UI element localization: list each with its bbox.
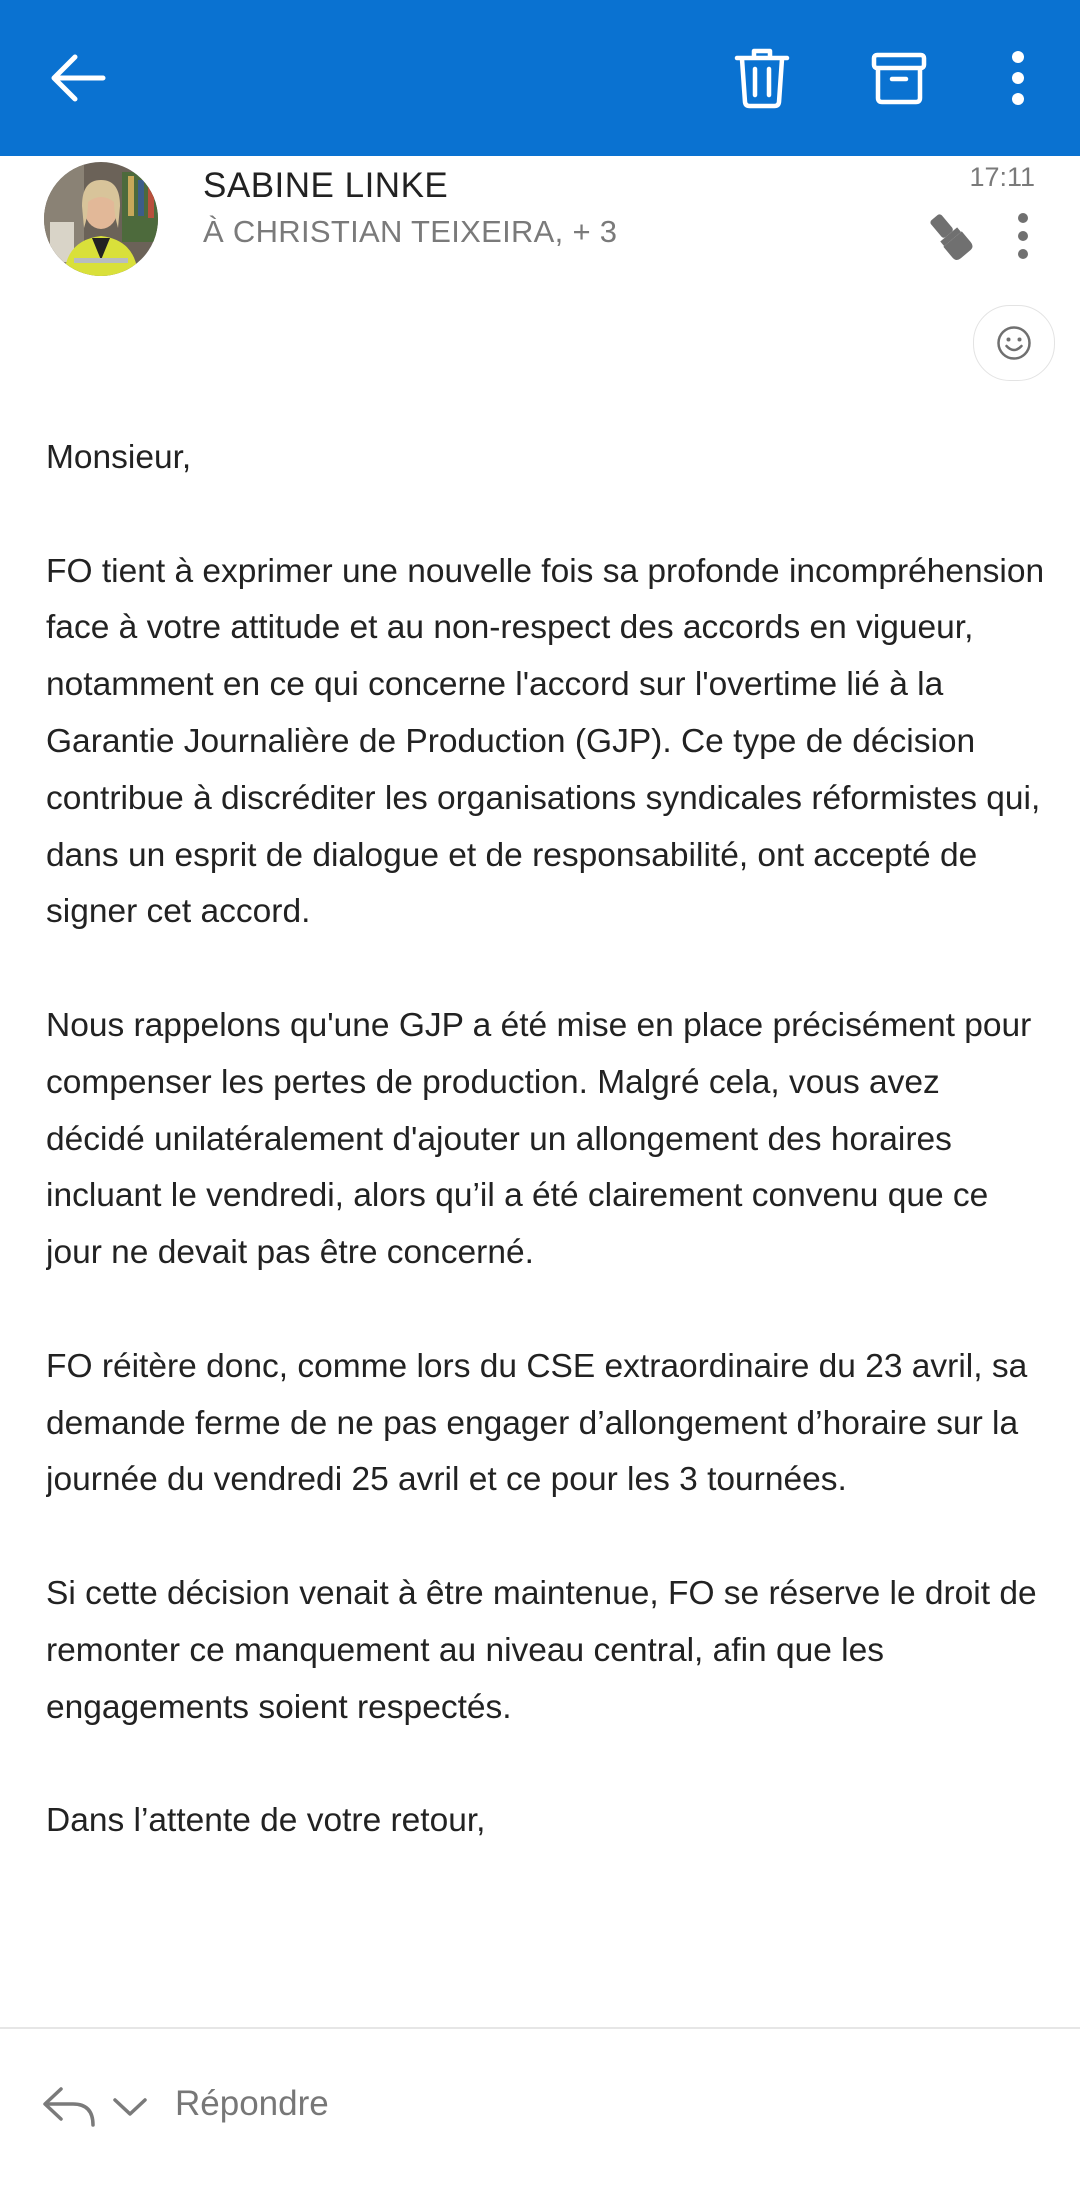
back-button[interactable] [30,30,126,126]
avatar[interactable] [44,162,158,276]
body-paragraph: Dans l’attente de votre retour, [46,1802,486,1840]
message-body[interactable] [46,430,1046,2020]
sender-name[interactable]: SABINE LINKE [203,166,449,205]
body-paragraph: Monsieur, [46,439,192,476]
body-paragraph: Si cette décision venait à être maintenue, FO se réserve le droit de remonter ce manquement au niveau central, afin que les engagements soient respectés. [46,1574,1037,1726]
arrow-left-icon [49,53,107,103]
format-button[interactable] [920,206,980,266]
more-vertical-icon [1010,51,1026,105]
top-app-bar [0,0,1080,156]
more-options-button[interactable] [970,30,1066,126]
archive-button[interactable] [851,30,947,126]
reply-options-button[interactable] [108,2087,152,2127]
message-more-button[interactable] [1003,206,1043,266]
delete-button[interactable] [714,30,810,126]
recipients[interactable]: À CHRISTIAN TEIXEIRA, + 3 [203,214,618,249]
add-reaction-button[interactable] [973,305,1055,381]
smiley-icon [996,325,1032,361]
reply-button[interactable] [40,2081,98,2131]
message-header [0,156,1080,306]
body-paragraph: FO tient à exprimer une nouvelle fois sa profonde incompréhension face à votre attitude et au non-respect des accords en vigueur, notamment en ce qui concerne l'accord sur l'overtime lié à la Garantie Journalière de Production (GJP). Ce type de décision contribue à discréditer les organisations syndicales réformistes qui, dans un esprit de dialogue et de responsabilité, ont accepté de signer cet accord. [46,552,1045,931]
archive-icon [871,50,927,106]
reply-label[interactable]: Répondre [175,2084,329,2123]
reply-bar [0,2029,1080,2185]
message-time: 17:11 [969,162,1035,192]
reply-icon [41,2083,97,2129]
chevron-down-icon [112,2096,148,2118]
trash-icon [734,47,790,109]
paintbrush-icon [924,210,976,262]
avatar-image [44,162,158,276]
more-vertical-icon [1017,213,1029,259]
body-paragraph: Nous rappelons qu'une GJP a été mise en place précisément pour compenser les pertes de production. Malgré cela, vous avez décidé unilatéralement d'ajouter un allongement des horaires incluant le vendredi, alors qu’il a été clairement convenu que ce jour ne devait pas être concerné. [46,1006,1032,1272]
body-paragraph: FO réitère donc, comme lors du CSE extraordinaire du 23 avril, sa demande ferme de ne pas engager d’allongement d’horaire sur la journée du vendredi 25 avril et ce pour les 3 tournées. [46,1347,1028,1499]
